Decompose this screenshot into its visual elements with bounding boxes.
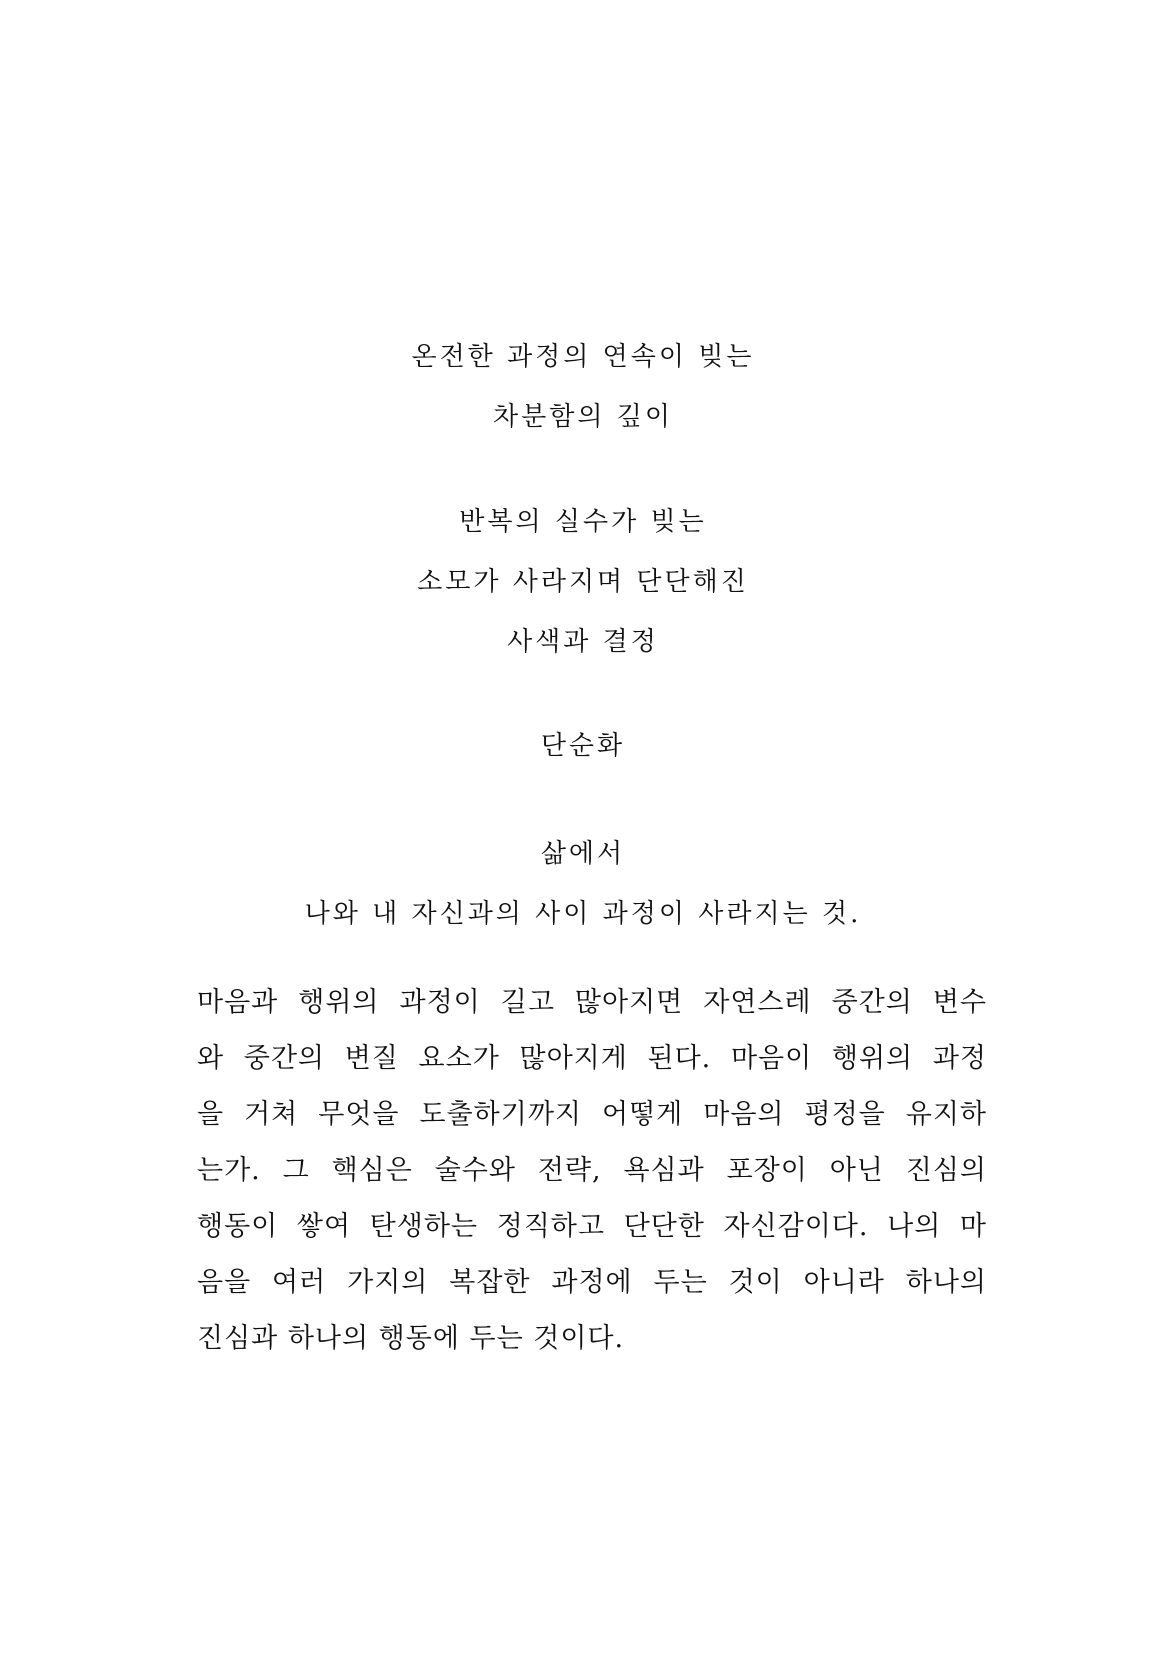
poem-line: 소모가 사라지며 단단해진 (417, 567, 749, 597)
poem-line: 나와 내 자신과의 사이 과정이 사라지는 것. (304, 899, 862, 929)
poem-stanza (0, 716, 1166, 776)
body-paragraph (197, 975, 987, 1367)
poem-line: 단순화 (540, 731, 626, 761)
poem-stanza (0, 327, 1166, 447)
paragraph-line: 진심과 하나의 행동에 두는 것이다. (197, 1323, 625, 1354)
paragraph-line: 행동이 쌓여 탄생하는 정직하고 단단한 자신감이다. 나의 마 (197, 1211, 987, 1242)
paragraph-line: 와 중간의 변질 요소가 많아지게 된다. 마음이 행위의 과정 (197, 1043, 987, 1074)
paragraph-line: 을 거쳐 무엇을 도출하기까지 어떻게 마음의 평정을 유지하 (197, 1099, 987, 1130)
poem-stanza (0, 824, 1166, 944)
paragraph-line: 음을 여러 가지의 복잡한 과정에 두는 것이 아니라 하나의 (197, 1267, 987, 1298)
poem-line: 삶에서 (540, 839, 626, 869)
poem-stanza (0, 492, 1166, 672)
poem-line: 차분함의 깊이 (493, 402, 673, 432)
paragraph-line: 마음과 행위의 과정이 길고 많아지면 자연스레 중간의 변수 (197, 987, 987, 1018)
poem-line: 온전한 과정의 연속이 빚는 (411, 342, 755, 372)
poem-line: 반복의 실수가 빚는 (459, 507, 707, 537)
paragraph-line: 는가. 그 핵심은 술수와 전략, 욕심과 포장이 아닌 진심의 (197, 1155, 987, 1186)
poem-line: 사색과 결정 (507, 627, 659, 657)
